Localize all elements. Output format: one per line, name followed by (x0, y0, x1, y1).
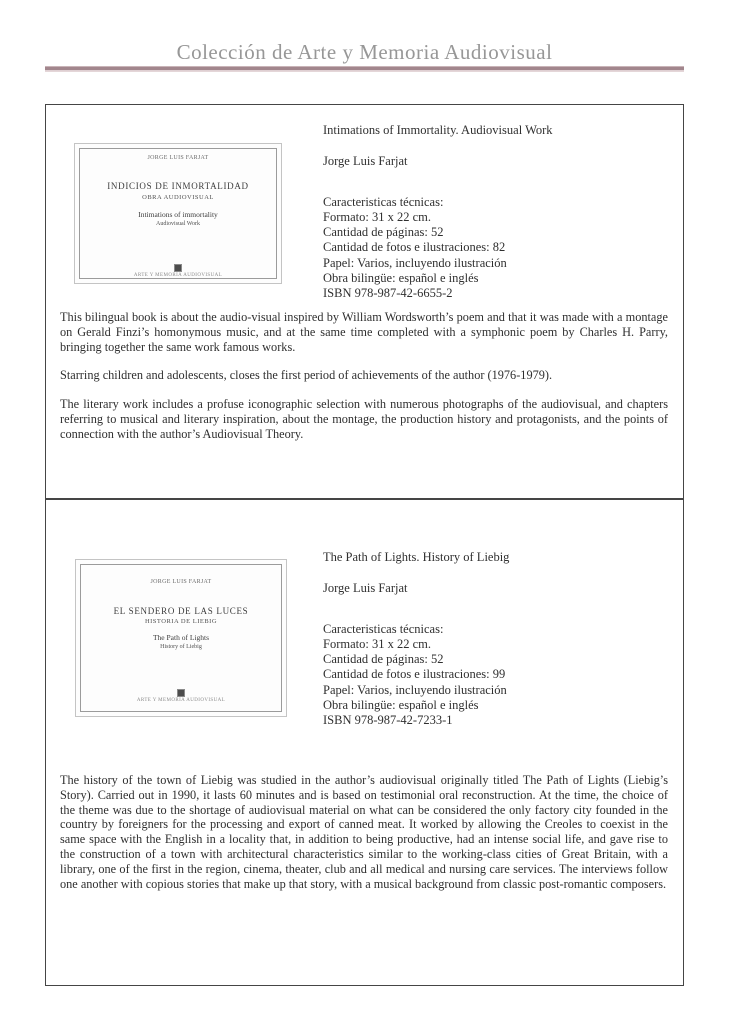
header-divider-rule (45, 66, 684, 72)
publisher-logo-icon (177, 689, 185, 697)
spec-pages: Cantidad de páginas: 52 (323, 225, 444, 240)
spec-paper: Papel: Varios, incluyendo ilustración (323, 255, 507, 270)
cover-title-english: Intimations of immortality (138, 210, 218, 219)
spec-photos: Cantidad de fotos e ilustraciones: 82 (323, 240, 506, 255)
specs-heading: Caracteristicas técnicas: (323, 621, 444, 636)
page-title: Colección de Arte y Memoria Audiovisual (176, 40, 553, 64)
book-description (60, 310, 668, 442)
description-paragraph: This bilingual book is about the audio-visual inspired by William Wordsworth’s poem and that it was made with a montage on Gerald Finzi’s homonymous music, and at the same time completed with a symphonic poem by Charles H. Parry, bringing together the same work famous works. (60, 310, 668, 354)
publisher-name: ARTE Y MEMORIA AUDIOVISUAL (133, 273, 223, 278)
cover-subtitle-english: History of Liebig (160, 644, 202, 650)
book-title: Intimations of Immortality. Audiovisual Work (323, 123, 553, 137)
cover-subtitle-spanish: HISTORIA DE LIEBIG (144, 618, 218, 625)
publisher-imprint (75, 264, 281, 278)
book-info (323, 550, 667, 729)
cover-author: JORGE LUIS FARJAT (147, 155, 209, 161)
cover-subtitle-spanish: OBRA AUDIOVISUAL (142, 194, 214, 201)
cover-title-english: The Path of Lights (152, 633, 210, 642)
spec-isbn: ISBN 978-987-42-7233-1 (323, 713, 453, 728)
cover-subtitle-english: Audiovisual Work (156, 221, 200, 227)
cover-author: JORGE LUIS FARJAT (150, 579, 212, 585)
book-title: The Path of Lights. History of Liebig (323, 550, 510, 564)
description-paragraph: Starring children and adolescents, closes the first period of achievements of the author (1976-1979). (60, 368, 553, 383)
spec-format: Formato: 31 x 22 cm. (323, 636, 431, 651)
publisher-imprint (76, 689, 286, 703)
spec-paper: Papel: Varios, incluyendo ilustración (323, 682, 507, 697)
specs-heading: Caracteristicas técnicas: (323, 194, 444, 209)
spec-pages: Cantidad de páginas: 52 (323, 652, 444, 667)
book-entry-path-of-lights (45, 499, 684, 986)
publisher-logo-icon (174, 264, 182, 272)
description-paragraph: The history of the town of Liebig was studied in the author’s audiovisual originally titled The Path of Lights (Liebig’s Story). Carried out in 1990, it lasts 60 minutes and is based on testimonial oral reconstruction. At the time, the choice of the theme was due to the shortage of audiovisual material on what can be considered the only factory city founded in the country by foreigners for the processing and export of canned meat. It worked by allowing the Creoles to coexist in the same space with the English in a locality that, in addition to being productive, had an intense social life, and gave rise to the construction of a town with architectural characteristics similar to the working-class cities of Great Britain, with a library, one of the first in the region, cinema, theater, club and all medical and nursing care services. The interviews follow one another with copious stories that make up that story, with a musical background from classic post-romantic composers. (60, 773, 668, 891)
cover-title-spanish: EL SENDERO DE LAS LUCES (113, 606, 249, 616)
book-entry-intimations (45, 104, 684, 499)
book-info (323, 123, 667, 302)
spec-isbn: ISBN 978-987-42-6655-2 (323, 286, 453, 301)
book-author: Jorge Luis Farjat (323, 581, 408, 596)
book-cover-image (74, 143, 282, 284)
book-author: Jorge Luis Farjat (323, 154, 408, 169)
description-paragraph: The literary work includes a profuse iconographic selection with numerous photographs of the audiovisual, and chapters referring to musical and literary inspiration, about the montage, the production history and protagonists, and the points of connection with the author’s Audiovisual Theory. (60, 397, 668, 441)
spec-photos: Cantidad de fotos e ilustraciones: 99 (323, 667, 506, 682)
spec-bilingual: Obra bilingüe: español e inglés (323, 698, 479, 713)
book-cover-image (75, 559, 287, 717)
publisher-name: ARTE Y MEMORIA AUDIOVISUAL (136, 698, 226, 703)
book-description (60, 773, 668, 891)
spec-bilingual: Obra bilingüe: español e inglés (323, 271, 479, 286)
spec-format: Formato: 31 x 22 cm. (323, 209, 431, 224)
cover-title-spanish: INDICIOS DE INMORTALIDAD (107, 181, 249, 191)
